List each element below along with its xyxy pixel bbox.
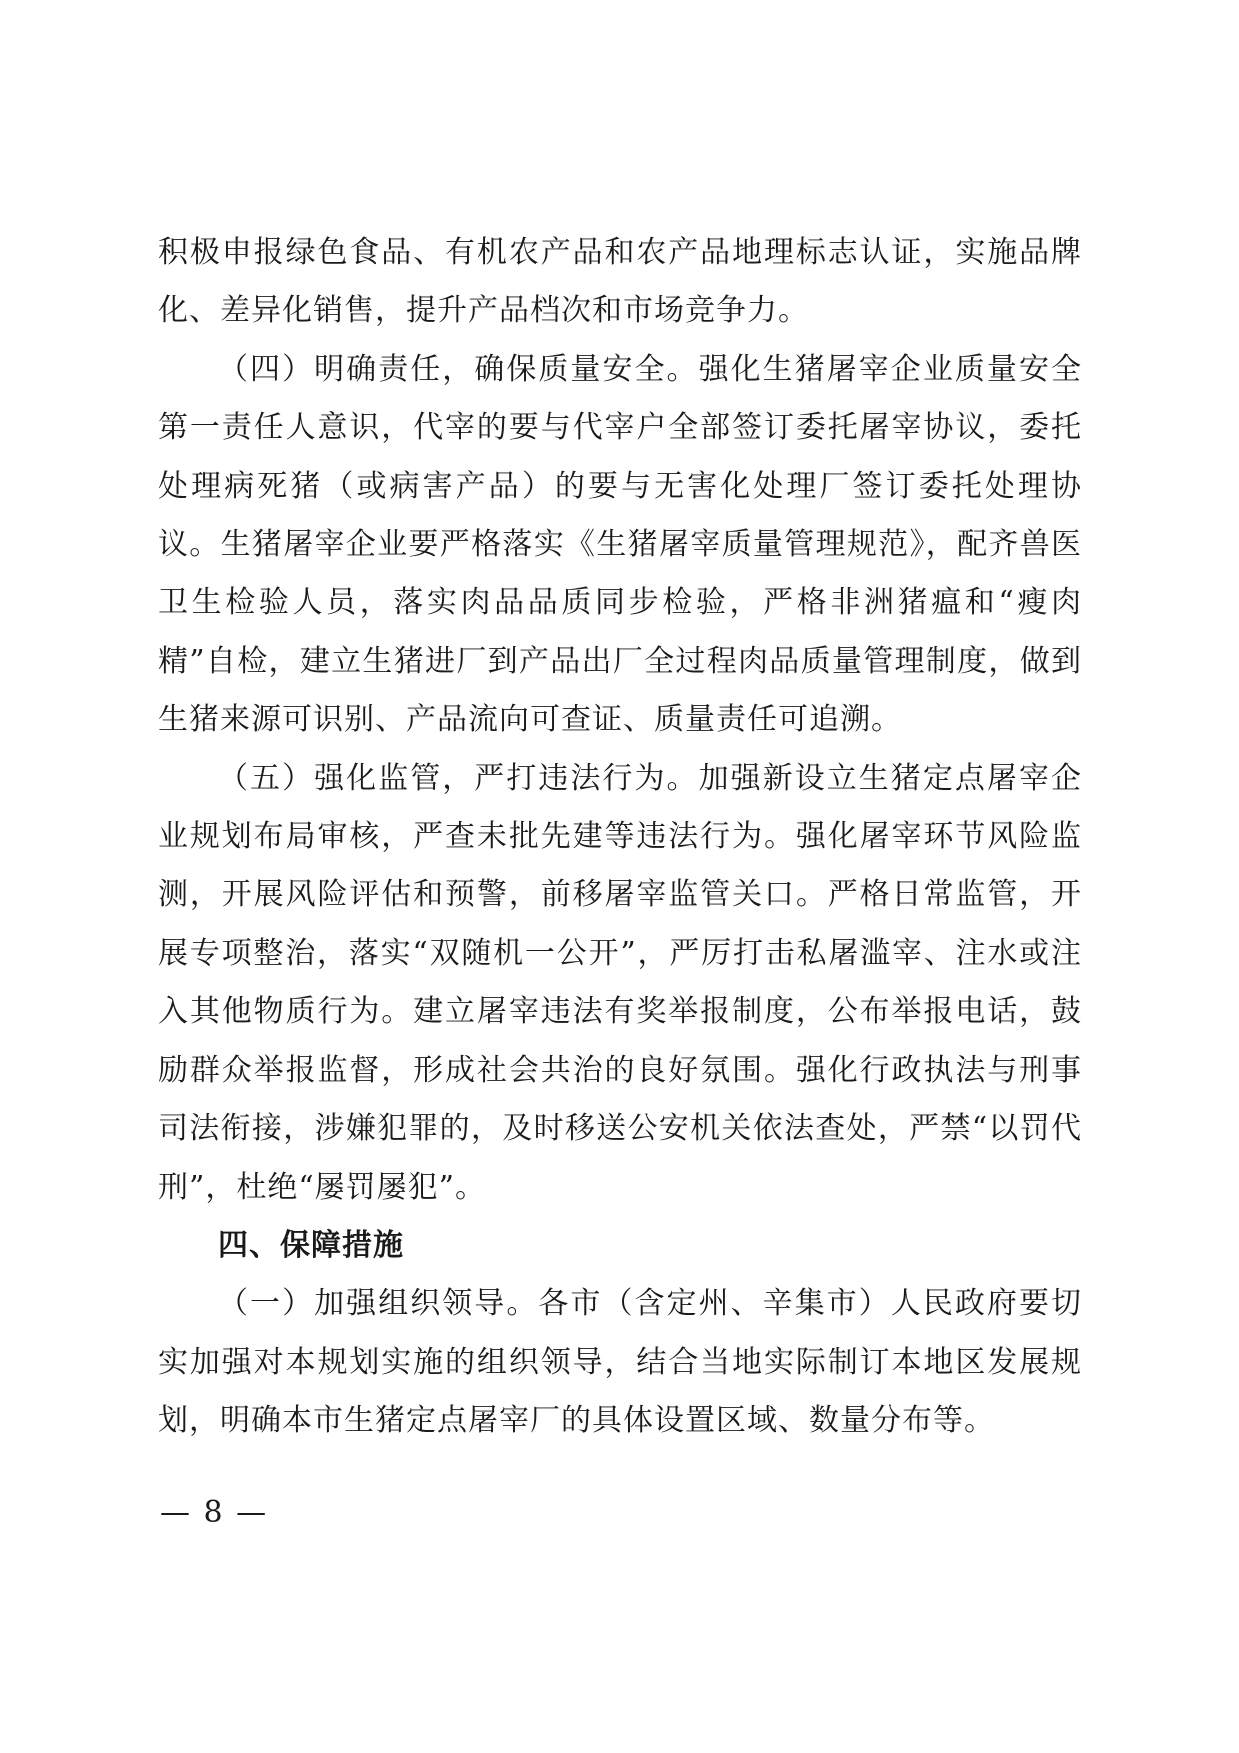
paragraph-text: 加强新设立生猪定点屠宰企业规划布局审核，严查未批先建等违法行为。强化屠宰环节风险监测，开展风险评估和预警，前移屠宰监管关口。严格日常监管，开展专项整治，落实“双随机一公开”，严厉打击私屠滥宰、注水或注入其他物质行为。建立屠宰违法有奖举报制度，公布举报电话，鼓励群众举报监督，形成社会共治的良好氛围。强化行政执法与刑事司法衔接，涉嫌犯罪的，及时移送公安机关依法查处，严禁“以罚代刑”，杜绝“屡罚屡犯”。	[158, 760, 1083, 1205]
paragraph-text: 强化生猪屠宰企业质量安全第一责任人意识，代宰的要与代宰户全部签订委托屠宰协议，委托处理病死猪（或病害产品）的要与无害化处理厂签订委托处理协议。生猪屠宰企业要严格落实《生猪屠宰质量管理规范》，配齐兽医卫生检验人员，落实肉品品质同步检验，严格非洲猪瘟和“瘦肉精”自检，建立生猪进厂到产品出厂全过程肉品质量管理制度，做到生猪来源可识别、产品流向可查证、质量责任可追溯。	[158, 351, 1083, 738]
paragraph-lead: （五）强化监管，严打违法行为。	[218, 760, 699, 796]
document-page	[158, 224, 1082, 1451]
paragraph-lead: （一）加强组织领导。	[218, 1286, 539, 1322]
paragraph-branding	[158, 224, 1082, 341]
paragraph-text: 积极申报绿色食品、有机农产品和农产品地理标志认证，实施品牌化、差异化销售，提升产品档次和市场竞争力。	[158, 235, 1082, 329]
paragraph-lead: （四）明确责任，确保质量安全。	[218, 351, 699, 387]
paragraph-quality-safety	[158, 341, 1082, 750]
paragraph-organization	[158, 1275, 1082, 1450]
page-number: — 8 —	[160, 1495, 269, 1530]
section-heading: 四、保障措施	[218, 1227, 404, 1263]
paragraph-text: 各市（含定州、辛集市）人民政府要切实加强对本规划实施的组织领导，结合当地实际制订本地区发展规划，明确本市生猪定点屠宰厂的具体设置区域、数量分布等。	[158, 1286, 1083, 1439]
paragraph-supervision	[158, 750, 1082, 1217]
